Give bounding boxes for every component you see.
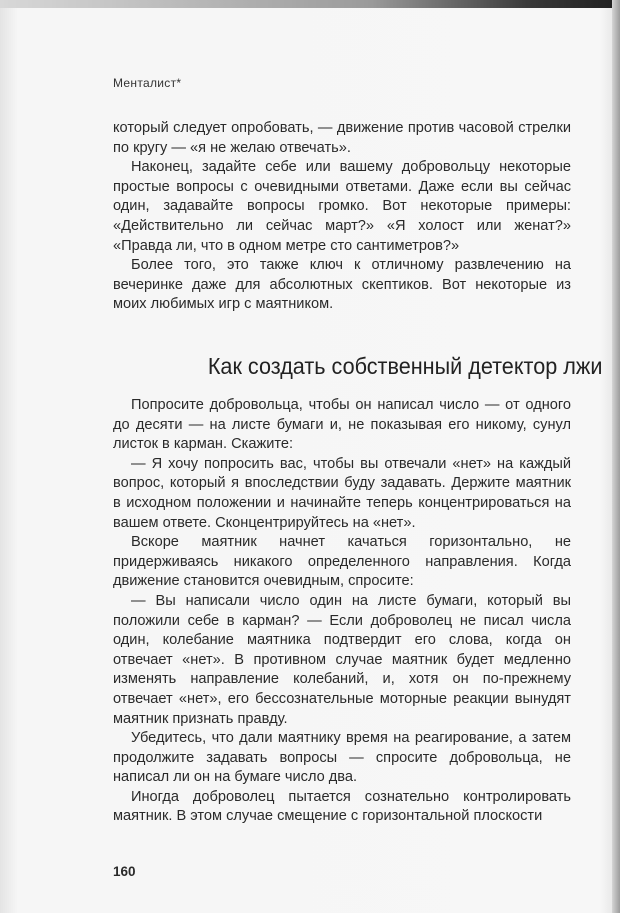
page-top-edge-shadow <box>0 0 620 8</box>
page-number: 160 <box>113 864 136 879</box>
text-block-top <box>113 119 571 315</box>
paragraph: Более того, это также ключ к отличному развлечению на вечеринке даже для абсолютных скептиков. Вот некоторые из моих любимых игр с маятником. <box>113 257 571 313</box>
section-heading: Как создать собственный детектор лжи <box>207 353 603 379</box>
paragraph: Наконец, задайте себе или вашему добровольцу некоторые простые вопросы с очевидными ответами. Даже если вы сейчас один, задавайте вопросы громко. Вот некоторые примеры: «Действительно ли сейчас март?» «Я холост или женат?» «Правда ли, что в одном метре сто сантиметров?» <box>113 159 571 254</box>
paragraph: Иногда доброволец пытается сознательно контролировать маятник. В этом случае смещение с горизонтальной плоскости <box>113 788 571 825</box>
running-head: Менталист* <box>113 76 182 90</box>
paragraph: — Я хочу попросить вас, чтобы вы отвечали «нет» на каждый вопрос, который я впоследствии буду задавать. Держите маятник в исходном положении и начинайте теперь концентрироваться на вашем ответе. Сконцентрируйтесь на «нет». <box>113 455 571 531</box>
paragraph: Убедитесь, что дали маятнику время на реагирование, а затем продолжите задавать вопросы — спросите добровольца, не написал ли он на бумаге число два. <box>113 730 571 786</box>
text-block-bottom <box>113 396 571 827</box>
paragraph: Попросите добровольца, чтобы он написал число — от одного до десяти — на листе бумаги и, не показывая его никому, сунул листок в карман. Скажите: <box>113 397 571 453</box>
paragraph: Вскоре маятник начнет качаться горизонтально, не придерживаясь никакого определенного направления. Когда движение становится очевидным, спросите: <box>113 534 571 590</box>
paragraph: который следует опробовать, — движение против часовой стрелки по кругу — «я не желаю отвечать». <box>113 120 571 156</box>
page-right-edge-shadow <box>612 0 620 913</box>
paragraph: — Вы написали число один на листе бумаги, который вы положили себе в карман? — Если доброволец не писал числа один, колебание маятника подтвердит его слова, когда он отвечает «нет». В противном случае маятник будет медленно изменять направление колебаний, и, хотя он по-прежнему отвечает «нет», его бессознательные моторные реакции вынудят маятник признать правду. <box>113 592 571 727</box>
